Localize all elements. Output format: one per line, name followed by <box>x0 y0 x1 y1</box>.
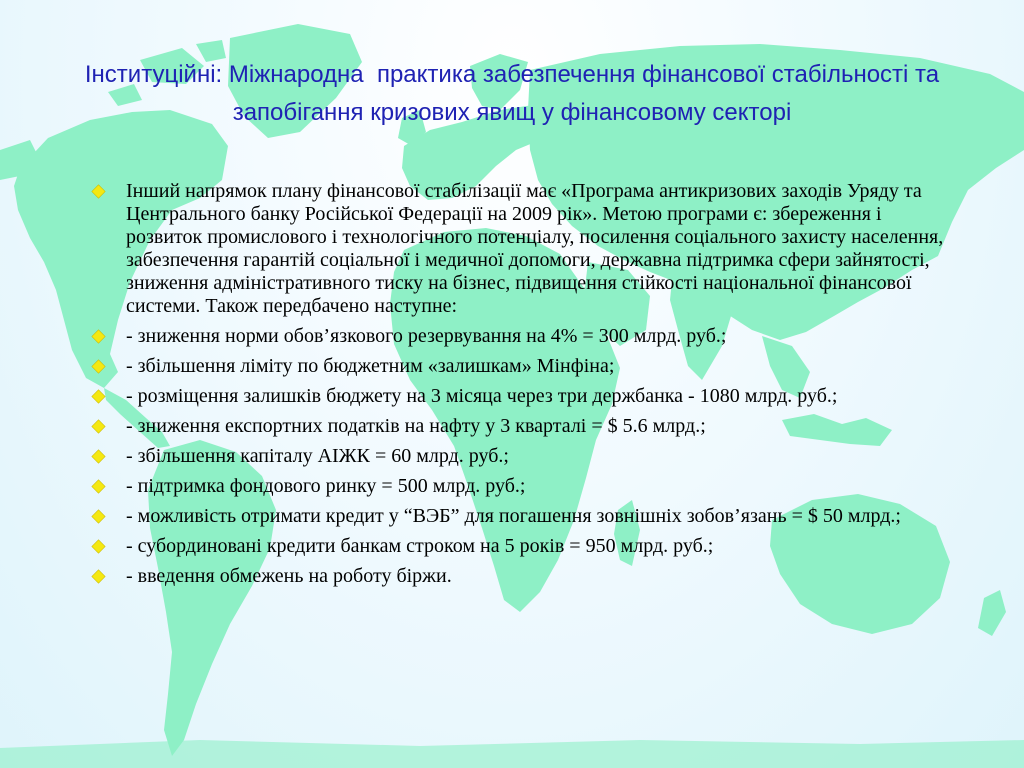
yellow-diamond-icon <box>92 450 105 463</box>
yellow-diamond-icon <box>92 330 105 343</box>
list-item <box>88 355 948 378</box>
list-item <box>88 475 948 498</box>
bullet-text: - зниження норми обов’язкового резервування на 4% = 300 млрд. руб.; <box>126 325 727 347</box>
bullet-text: Інший напрямок плану фінансової стабілізації має «Програма антикризових заходів Уряду та Центрального банку Російської Федерації на 2009 рік». Метою програми є: збереження і розвиток промислового і технологічного потенціалу, посилення соціального захисту населення, забезпечення гарантій соціальної і медичної допомоги, державна підтримка сфери зайнятості, зниження адміністративного тиску на бізнес, підвищення стійкості національної фінансової системи. Також передбачено наступне: <box>126 180 944 317</box>
list-item <box>88 180 948 318</box>
yellow-diamond-icon <box>92 390 105 403</box>
slide-title: Інституційні: Міжнародна практика забезпечення фінансової стабільності та запобігання кризових явищ у фінансовому секторі <box>84 61 946 126</box>
bullet-list <box>88 180 948 595</box>
list-item <box>88 385 948 408</box>
bullet-text: - збільшення капіталу АІЖК = 60 млрд. руб.; <box>126 445 509 467</box>
bullet-text: - субординовані кредити банкам строком на 5 років = 950 млрд. руб.; <box>126 535 714 557</box>
list-item <box>88 415 948 438</box>
bullet-text: - можливість отримати кредит у “ВЭБ” для погашення зовнішніх зобов’язань = $ 50 млрд.; <box>126 505 901 527</box>
bullet-text: - збільшення ліміту по бюджетним «залишкам» Мінфіна; <box>126 355 615 377</box>
yellow-diamond-icon <box>92 570 105 583</box>
bullet-text: - зниження експортних податків на нафту у 3 кварталі = $ 5.6 млрд.; <box>126 415 706 437</box>
list-item <box>88 565 948 588</box>
yellow-diamond-icon <box>92 420 105 433</box>
list-item <box>88 325 948 348</box>
list-item <box>88 445 948 468</box>
list-item <box>88 535 948 558</box>
bullet-text: - підтримка фондового ринку = 500 млрд. руб.; <box>126 475 526 497</box>
bullet-text: - введення обмежень на роботу біржи. <box>126 565 452 587</box>
yellow-diamond-icon <box>92 540 105 553</box>
yellow-diamond-icon <box>92 360 105 373</box>
list-item <box>88 505 948 528</box>
yellow-diamond-icon <box>92 185 105 198</box>
bullet-text: - розміщення залишків бюджету на 3 місяца через три держбанка - 1080 млрд. руб.; <box>126 385 838 407</box>
yellow-diamond-icon <box>92 480 105 493</box>
yellow-diamond-icon <box>92 510 105 523</box>
